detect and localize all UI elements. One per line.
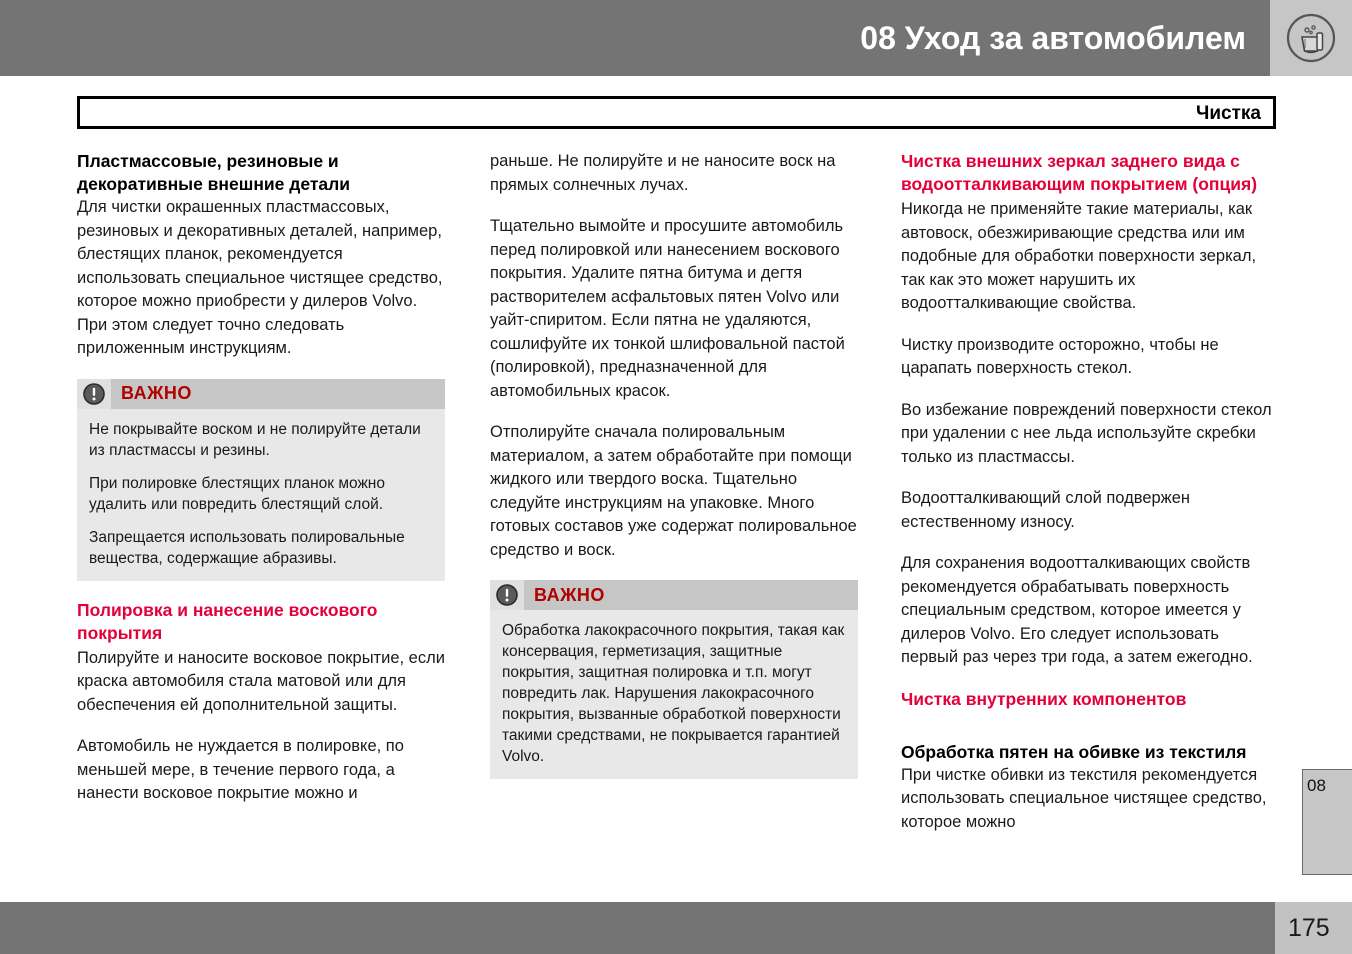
exclamation-circle-icon bbox=[77, 379, 111, 409]
paragraph-mirror-careful: Чистку производите осторожно, чтобы не царапать поверхность стекол. bbox=[901, 335, 1219, 377]
header-icon-container bbox=[1270, 0, 1352, 76]
important-box-2-body bbox=[490, 610, 858, 767]
heading-polishing-waxing: Полировка и нанесение воскового покрытия bbox=[77, 599, 378, 643]
heading-plastic-rubber-parts: Пластмассовые, резиновые и декоративные внешние детали bbox=[77, 151, 351, 194]
section-title-label: Чистка bbox=[1196, 103, 1261, 124]
page-footer-bar bbox=[0, 902, 1352, 954]
important-paragraph: Запрещается использовать полировальные вещества, содержащие абразивы. bbox=[89, 528, 405, 567]
chapter-title: 08 Уход за автомобилем bbox=[860, 20, 1246, 56]
paragraph-plastic-cleaning: Для чистки окрашенных пластмассовых, резиновых и декоративных деталей, например, блестящих планок, рекомендуется использовать специальное чистящее средство, которое можно приобрести у дилеров Volvo. При этом следует точно следовать приложенным инструкциям. bbox=[77, 198, 443, 357]
heading-textile-stains: Обработка пятен на обивке из текстиля bbox=[901, 741, 1247, 762]
paragraph-ice-scraper: Во избежание повреждений поверхности стекол при удалении с нее льда используйте скребки только из пластмассы. bbox=[901, 400, 1272, 466]
heading-interior-cleaning: Чистка внутренних компонентов bbox=[901, 688, 1187, 709]
paragraph-mirror-no-wax: Никогда не применяйте такие материалы, как автовоск, обезжиривающие средства или им подобные для обработки поверхности зеркал, так как это может нарушить их водоотталкивающие свойства. bbox=[901, 200, 1257, 312]
important-paragraph: При полировке блестящих планок можно удалить или повредить блестящий слой. bbox=[89, 474, 385, 513]
paragraph-wash-before-polish: Тщательно вымойте и просушите автомобиль перед полировкой или нанесением воскового покрытия. Удалите пятна битума и дегтя растворителем асфальтовых пятен Volvo или уайт-спиритом. Если пятна не удаляются, сошлифуйте их тонкой шлифовальной пастой (полировкой), предназначенной для автомобильных красок. bbox=[490, 217, 845, 400]
chapter-edge-tab bbox=[1302, 769, 1352, 875]
page-header-bar bbox=[0, 0, 1352, 76]
column-right bbox=[901, 150, 1273, 852]
heading-spacer bbox=[901, 713, 1273, 741]
paragraph-retain-properties: Для сохранения водоотталкивающих свойств рекомендуется обрабатывать поверхность специальным средством, которое имеется у дилеров Volvo. Его следует использовать первый раз через три года, а затем ежегодно. bbox=[901, 554, 1253, 666]
section-title-box bbox=[77, 96, 1276, 129]
chapter-edge-tab-label: 08 bbox=[1307, 776, 1326, 795]
important-box-1-header bbox=[77, 379, 445, 409]
column-left bbox=[77, 150, 445, 824]
column-middle bbox=[490, 150, 858, 797]
important-paragraph: Обработка лакокрасочного покрытия, такая как консервация, герметизация, защитные покрытия, защитная полировка и т.п. могут повредить лак. Нарушения лакокрасочного покрытия, вызванные обработкой поверхности такими средствами, не покрывается гарантией Volvo. bbox=[502, 622, 845, 765]
bucket-sponge-cleaning-icon bbox=[1284, 11, 1338, 65]
heading-mirror-cleaning: Чистка внешних зеркал заднего вида с водоотталкивающим покрытием (опция) bbox=[901, 151, 1258, 194]
important-paragraph: Не покрывайте воском и не полируйте детали из пластмассы и резины. bbox=[89, 420, 421, 459]
important-box-1-body bbox=[77, 409, 445, 569]
paragraph-layer-wear: Водоотталкивающий слой подвержен естественному износу. bbox=[901, 489, 1191, 531]
paragraph-polish-when: Полируйте и наносите восковое покрытие, если краска автомобиля стала матовой или для обеспечения ей дополнительной защиты. bbox=[77, 648, 445, 714]
important-box-2-title: ВАЖНО bbox=[534, 584, 605, 605]
paragraph-polish-then-wax: Отполируйте сначала полировальным материалом, а затем обработайте при помощи жидкого или твердого воска. Тщательно следуйте инструкциям на упаковке. Много готовых составов уже содержат полировальное средство и воск. bbox=[490, 423, 857, 559]
important-box-2-header bbox=[490, 580, 858, 610]
exclamation-circle-icon bbox=[490, 580, 524, 610]
paragraph-polish-first-year: Автомобиль не нуждается в полировке, по меньшей мере, в течение первого года, а нанести восковое покрытие можно и bbox=[77, 737, 404, 802]
page-number-block bbox=[1275, 902, 1352, 954]
page-number: 175 bbox=[1288, 914, 1330, 942]
paragraph-no-sun-polish: раньше. Не полируйте и не наносите воск на прямых солнечных лучах. bbox=[490, 152, 836, 194]
important-box-2 bbox=[490, 580, 858, 779]
important-box-1-title: ВАЖНО bbox=[121, 383, 192, 403]
important-box-1 bbox=[77, 379, 445, 581]
paragraph-textile-cleaning: При чистке обивки из текстиля рекомендуется использовать специальное чистящее средство, которое можно bbox=[901, 765, 1267, 831]
